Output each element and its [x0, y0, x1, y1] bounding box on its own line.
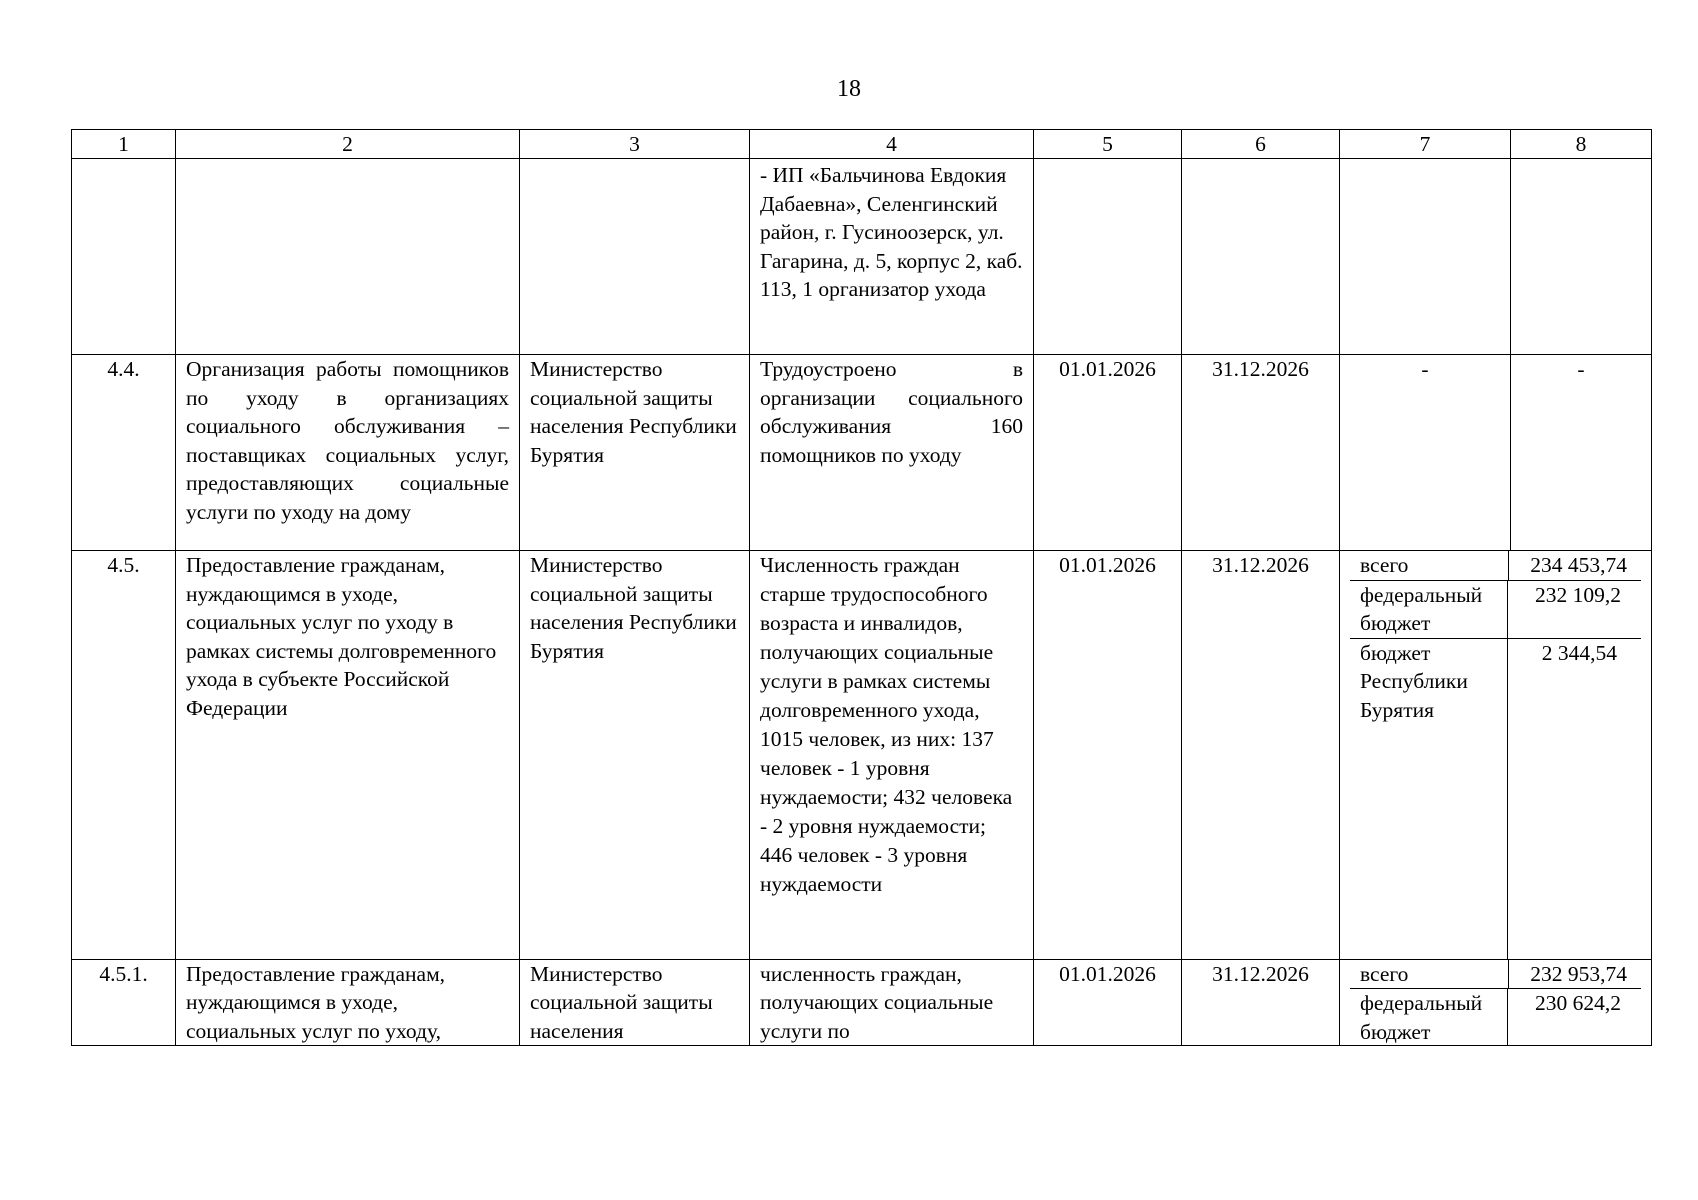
header-col-7: 7	[1340, 130, 1511, 159]
funding-amount: 232 109,2	[1535, 582, 1621, 607]
result-cell: численность граждан, получающих социальные услуги по	[750, 959, 1034, 1046]
measure-name: Предоставление гражданам, нуждающимся в уходе, социальных услуг по уходу в рамках системы долговременного ухода в субъекте Российской Федерации	[176, 551, 520, 960]
funding-source: всего	[1350, 960, 1509, 989]
header-col-4: 4	[750, 130, 1034, 159]
table-row	[72, 159, 1652, 355]
funding-amount: -	[1511, 355, 1652, 551]
funding-amount: 232 953,74	[1530, 961, 1627, 986]
start-date: 01.01.2026	[1034, 959, 1182, 1046]
funding-source: -	[1340, 355, 1511, 551]
measure-name: Организация работы помощников по уходу в организациях социального обслуживания – поставщиках социальных услуг, предоставляющих социальные услуги по уходу на дому	[176, 355, 520, 551]
row-number: 4.5.1.	[72, 959, 176, 1046]
header-row	[72, 130, 1652, 159]
executor: Министерство социальной защиты населения Республики Бурятия	[520, 355, 750, 551]
executor: Министерство социальной защиты населения	[520, 959, 750, 1046]
funding-amount: 234 453,74	[1530, 553, 1627, 577]
row-number: 4.4.	[72, 355, 176, 551]
header-col-2: 2	[176, 130, 520, 159]
funding-source: федеральный бюджет	[1350, 989, 1508, 1045]
funding-breakdown	[1340, 959, 1652, 1046]
header-col-6: 6	[1182, 130, 1340, 159]
end-date: 31.12.2026	[1182, 355, 1340, 551]
result-cell: Трудоустроено в организации социального обслуживания 160 помощников по уходу	[750, 355, 1034, 551]
funding-source: федеральный бюджет	[1350, 581, 1508, 638]
funding-amount: 2 344,54	[1541, 640, 1617, 665]
end-date: 31.12.2026	[1182, 551, 1340, 960]
header-col-5: 5	[1034, 130, 1182, 159]
measure-name: Предоставление гражданам, нуждающимся в уходе, социальных услуг по уходу,	[176, 959, 520, 1046]
result-cell: Численность граждан старше трудоспособного возраста и инвалидов, получающих социальные услуги в рамках системы долговременного ухода, 1015 человек, из них: 137 человек - 1 уровня нуждаемости; 432 человека - 2 уровня нуждаемости; 446 человек - 3 уровня нуждаемости	[750, 551, 1034, 960]
funding-amount: 230 624,2	[1535, 991, 1621, 1015]
page-number: 18	[837, 76, 861, 102]
result-cell: - ИП «Бальчинова Евдокия Дабаевна», Селенгинский район, г. Гусиноозерск, ул. Гагарина, д. 5, корпус 2, каб. 113, 1 организатор ухода	[750, 159, 1034, 355]
table-row	[72, 551, 1652, 960]
program-table	[71, 129, 1652, 1046]
start-date: 01.01.2026	[1034, 551, 1182, 960]
funding-source: бюджет Республики Бурятия	[1350, 639, 1508, 959]
start-date: 01.01.2026	[1034, 355, 1182, 551]
header-col-1: 1	[72, 130, 176, 159]
end-date: 31.12.2026	[1182, 959, 1340, 1046]
funding-source: всего	[1350, 551, 1509, 580]
table-row	[72, 355, 1652, 551]
header-col-8: 8	[1511, 130, 1652, 159]
table-row	[72, 959, 1652, 1046]
header-col-3: 3	[520, 130, 750, 159]
executor: Министерство социальной защиты населения Республики Бурятия	[520, 551, 750, 960]
funding-breakdown	[1340, 551, 1652, 960]
row-number: 4.5.	[72, 551, 176, 960]
